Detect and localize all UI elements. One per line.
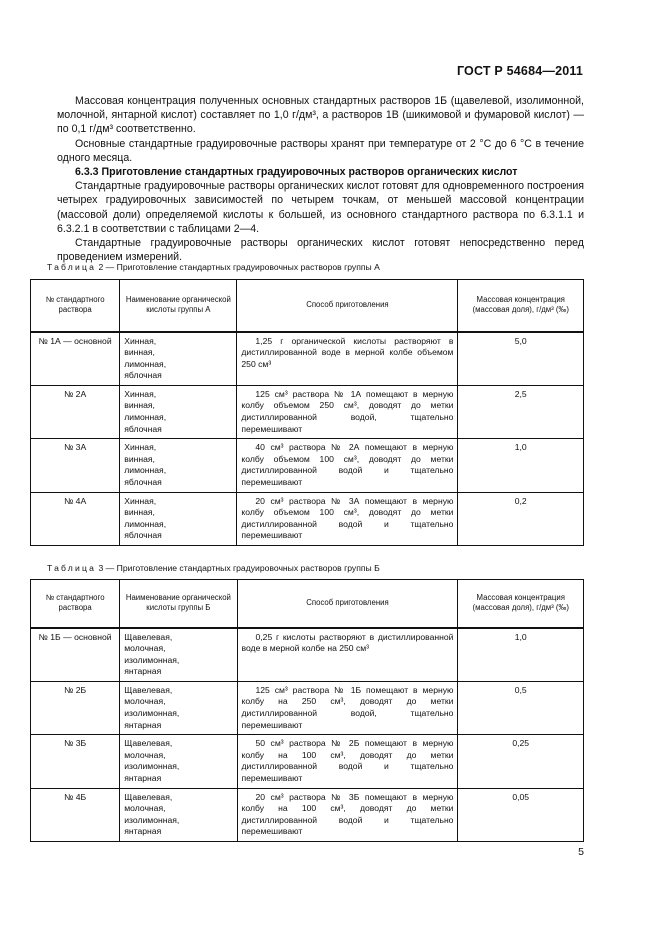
paragraph-concentration: Массовая концентрация полученных основных стандартных растворов 1Б (щавелевой, изолимонной, молочной, янтарной кислот) составляет по 1,0 г/дм³, а растворов 1В (шикимовой и фумаровой кислот) — по 0,1 г/дм³ соответственно. <box>57 95 584 136</box>
header-concentration: Массовая концентрация (массовая доля), г/дм³ (‰) <box>458 580 584 628</box>
solution-number: № 2А <box>31 385 120 438</box>
table-row <box>31 332 584 386</box>
concentration-value: 0,05 <box>458 788 584 841</box>
preparation-method: 20 см³ раствора № 3Б помещают в мерную колбу на 100 см³, доводят до метки дистиллированной водой и тщательно перемешивают <box>237 788 458 841</box>
table-3-header-row <box>31 580 584 628</box>
solution-number: № 3Б <box>31 735 120 788</box>
preparation-method: 50 см³ раствора № 2Б помещают в мерную колбу на 100 см³, доводят до метки дистиллированной водой и тщательно перемешивают <box>237 735 458 788</box>
acid-list: Щавелевая, молочная, изолимонная, янтарная <box>120 628 237 682</box>
solution-number: № 2Б <box>31 681 120 734</box>
table-row <box>31 385 584 438</box>
table-row <box>31 681 584 734</box>
solution-number: № 1Б — основной <box>31 628 120 682</box>
acid-list: Хинная, винная, лимонная, яблочная <box>120 332 237 386</box>
preparation-method: 0,25 г кислоты растворяют в дистиллированной воде в мерной колбе на 250 см³ <box>237 628 458 682</box>
header-method: Способ приготовления <box>237 580 458 628</box>
solution-number: № 3А <box>31 439 120 492</box>
acid-list: Хинная, винная, лимонная, яблочная <box>120 385 237 438</box>
table-3-caption-text: 3 — Приготовление стандартных градуировочных растворов группы Б <box>96 563 380 573</box>
header-solution-number: № стандартного раствора <box>31 580 120 628</box>
section-heading: 6.3.3 Приготовление стандартных градуировочных растворов органических кислот <box>75 166 518 179</box>
document-standard-number: ГОСТ Р 54684—2011 <box>456 64 583 78</box>
header-acid-name: Наименование органической кислоты группы А <box>120 280 237 332</box>
table-2-caption-text: 2 — Приготовление стандартных градуировочных растворов группы А <box>96 262 380 272</box>
header-solution-number: № стандартного раствора <box>31 280 120 332</box>
table-2 <box>30 279 584 546</box>
body-text <box>57 94 584 264</box>
acid-list: Щавелевая, молочная, изолимонная, янтарная <box>120 788 237 841</box>
solution-number: № 4А <box>31 492 120 545</box>
table-3 <box>30 579 584 842</box>
acid-list: Хинная, винная, лимонная, яблочная <box>120 439 237 492</box>
table-row <box>31 492 584 545</box>
page-number: 5 <box>578 846 584 858</box>
preparation-method: 40 см³ раствора № 2А помещают в мерную колбу объемом 100 см³, доводят до метки дистиллированной водой и тщательно перемешивают <box>237 439 458 492</box>
header-concentration: Массовая концентрация (массовая доля), г/дм³ (‰) <box>458 280 584 332</box>
concentration-value: 0,25 <box>458 735 584 788</box>
preparation-method: 1,25 г органической кислоты растворяют в дистиллированной воде в мерной колбе объемом 250 см³ <box>237 332 458 386</box>
solution-number: № 1А — основной <box>31 332 120 386</box>
table-row <box>31 628 584 682</box>
concentration-value: 2,5 <box>458 385 584 438</box>
paragraph-storage: Основные стандартные градуировочные растворы хранят при температуре от 2 °С до 6 °С в течение одного месяца. <box>57 137 584 164</box>
concentration-value: 0,2 <box>458 492 584 545</box>
table-row <box>31 439 584 492</box>
preparation-method: 125 см³ раствора № 1Б помещают в мерную колбу на 250 см³, доводят до метки дистиллированной водой, тщательно перемешивают <box>237 681 458 734</box>
concentration-value: 0,5 <box>458 681 584 734</box>
concentration-value: 1,0 <box>458 439 584 492</box>
concentration-value: 1,0 <box>458 628 584 682</box>
preparation-method: 20 см³ раствора № 3А помещают в мерную колбу объемом 100 см³, доводят до метки дистиллированной водой и тщательно перемешивают <box>237 492 458 545</box>
preparation-method: 125 см³ раствора № 1А помещают в мерную колбу объемом 250 см³, доводят до метки дистиллированной водой, тщательно перемешивают <box>237 385 458 438</box>
table-3-caption <box>47 563 380 573</box>
header-method: Способ приготовления <box>237 280 458 332</box>
table-2-caption <box>47 262 380 272</box>
table-row <box>31 735 584 788</box>
table-row <box>31 788 584 841</box>
table-2-header-row <box>31 280 584 332</box>
table-3-caption-prefix: Таблица <box>47 563 97 573</box>
acid-list: Щавелевая, молочная, изолимонная, янтарная <box>120 681 237 734</box>
header-acid-name: Наименование органической кислоты группы Б <box>120 580 237 628</box>
acid-list: Щавелевая, молочная, изолимонная, янтарная <box>120 735 237 788</box>
acid-list: Хинная, винная, лимонная, яблочная <box>120 492 237 545</box>
paragraph-preparation: Стандартные градуировочные растворы органических кислот готовят для одновременного построения четырех градуировочных зависимостей по четырем точкам, от меньшей массовой концентрации (массовой доли) определяемой кислоты к большей, из основного стандартного раствора по 6.3.1.1 и 6.3.2.1 в соответствии с таблицами 2—4. <box>57 180 584 235</box>
solution-number: № 4Б <box>31 788 120 841</box>
table-2-caption-prefix: Таблица <box>47 262 97 272</box>
concentration-value: 5,0 <box>458 332 584 386</box>
paragraph-timing: Стандартные градуировочные растворы органических кислот готовят непосредственно перед проведением измерений. <box>57 237 584 264</box>
